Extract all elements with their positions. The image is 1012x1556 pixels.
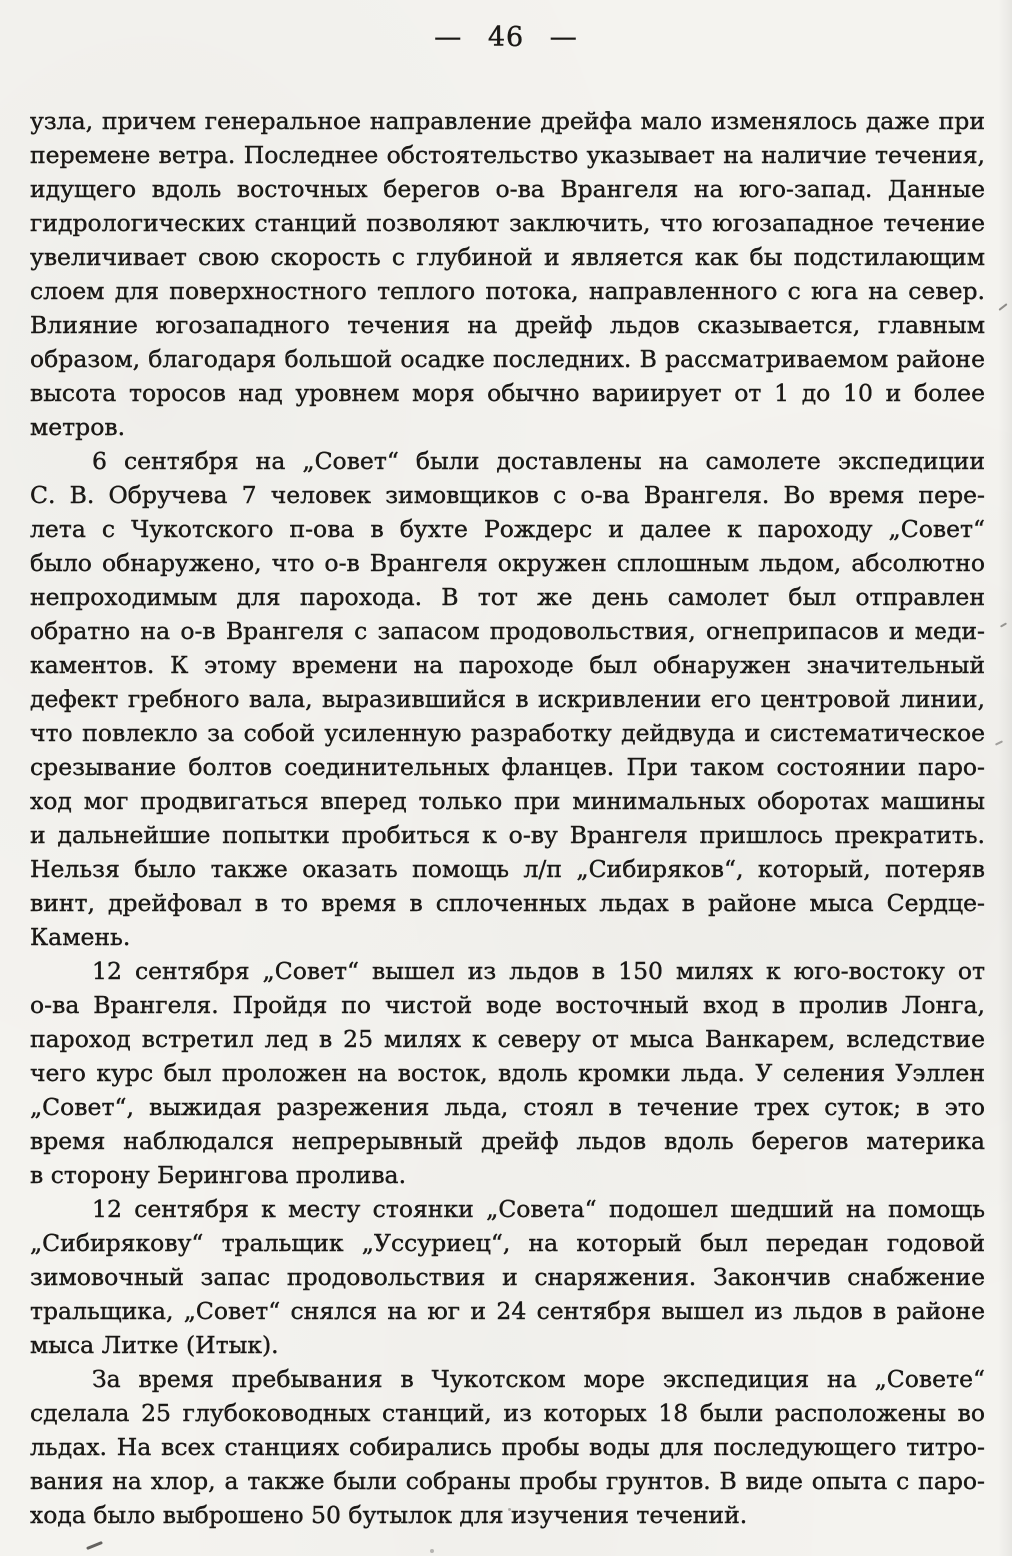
scan-speck <box>86 1541 103 1550</box>
text-line: мыса Литке (Итык). <box>30 1331 279 1359</box>
text-line: узла, причем генеральное направление дрейфа мало изменялось даже при <box>30 107 985 135</box>
text-line: время наблюдался непрерывный дрейф льдов вдоль берегов материка <box>30 1127 985 1155</box>
page-number: — 46 — <box>434 22 578 53</box>
text-line: было обнаружено, что о-в Врангеля окружен сплошным льдом, абсолютно <box>30 549 985 577</box>
text-line: 12 сентября „Совет“ вышел из льдов в 150 милях к юго-востоку от <box>92 957 985 985</box>
text-line: пароход встретил лед в 25 милях к северу от мыса Ванкарем, вследствие <box>30 1025 985 1053</box>
text-line: о-ва Врангеля. Пройдя по чистой воде восточный вход в пролив Лонга, <box>30 991 985 1019</box>
text-line: хода было выброшено 50 бутылок для изучения течений. <box>30 1501 748 1529</box>
text-line: что повлекло за собой усиленную разработку дейдвуда и систематическое <box>30 719 985 747</box>
scan-speck <box>430 1549 434 1553</box>
text-line: вания на хлор, а также были собраны пробы грунтов. В виде опыта с паро- <box>30 1467 985 1495</box>
text-line: каментов. К этому времени на пароходе был обнаружен значительный <box>30 651 985 679</box>
text-line: и дальнейшие попытки пробиться к о-ву Врангеля пришлось прекратить. <box>30 821 985 849</box>
text-line: непроходимым для парохода. В тот же день самолет был отправлен <box>30 583 985 611</box>
text-line: в сторону Берингова пролива. <box>30 1161 407 1189</box>
text-line: С. В. Обручева 7 человек зимовщиков с о-ва Врангеля. Во время пере- <box>30 481 985 509</box>
text-line: Влияние югозападного течения на дрейф льдов сказывается, главным <box>30 311 985 339</box>
text-line: сделала 25 глубоководных станций, из которых 18 были расположены во <box>30 1399 985 1427</box>
text-line: зимовочный запас продовольствия и снаряжения. Закончив снабжение <box>30 1263 985 1291</box>
text-line: винт, дрейфовал в то время в сплоченных льдах в районе мыса Сердце- <box>30 889 985 917</box>
scan-speck <box>1000 622 1007 627</box>
scan-speck <box>995 740 1003 745</box>
text-line: „Совет“, выжидая разрежения льда, стоял в течение трех суток; в это <box>30 1093 985 1121</box>
text-line: лета с Чукотского п-ова в бухте Рождерс и далее к пароходу „Совет“ <box>30 515 985 543</box>
text-line: обратно на о-в Врангеля с запасом продовольствия, огнеприпасов и меди- <box>30 617 985 645</box>
text-line: перемене ветра. Последнее обстоятельство указывает на наличие течения, <box>30 141 985 169</box>
text-line: ход мог продвигаться вперед только при минимальных оборотах машины <box>30 787 985 815</box>
paragraph <box>30 1362 985 1532</box>
text-line: метров. <box>30 413 126 441</box>
paragraph <box>30 1192 985 1362</box>
text-line: За время пребывания в Чукотском море экспедиция на „Совете“ <box>92 1365 985 1393</box>
page-body <box>30 104 985 1532</box>
text-line: тральщика, „Совет“ снялся на юг и 24 сентября вышел из льдов в районе <box>30 1297 985 1325</box>
text-line: 12 сентября к месту стоянки „Совета“ подошел шедший на помощь <box>92 1195 985 1223</box>
text-line: дефект гребного вала, выразившийся в искривлении его центровой линии, <box>30 685 985 713</box>
text-line: Нельзя было также оказать помощь л/п „Сибиряков“, который, потеряв <box>30 855 985 883</box>
text-line: льдах. На всех станциях собирались пробы воды для последующего титро- <box>30 1433 985 1461</box>
text-line: 6 сентября на „Совет“ были доставлены на самолете экспедиции <box>92 447 985 475</box>
text-line: слоем для поверхностного теплого потока, направленного с юга на север. <box>30 277 985 305</box>
text-line: идущего вдоль восточных берегов о-ва Врангеля на юго-запад. Данные <box>30 175 985 203</box>
paragraph <box>30 954 985 1192</box>
text-line: чего курс был проложен на восток, вдоль кромки льда. У селения Уэллен <box>30 1059 985 1087</box>
text-line: Камень. <box>30 923 131 951</box>
text-line: „Сибирякову“ тральщик „Уссуриец“, на который был передан годовой <box>30 1229 985 1257</box>
text-line: образом, благодаря большой осадке последних. В рассматриваемом районе <box>30 345 985 373</box>
paragraph <box>30 444 985 954</box>
text-line: высота торосов над уровнем моря обычно вариирует от 1 до 10 и более <box>30 379 985 407</box>
scan-speck <box>998 303 1007 311</box>
text-line: срезывание болтов соединительных фланцев. При таком состоянии паро- <box>30 753 985 781</box>
text-line: увеличивает свою скорость с глубиной и является как бы подстилающим <box>30 243 985 271</box>
text-line: гидрологических станций позволяют заключить, что югозападное течение <box>30 209 985 237</box>
paragraph <box>30 104 985 444</box>
